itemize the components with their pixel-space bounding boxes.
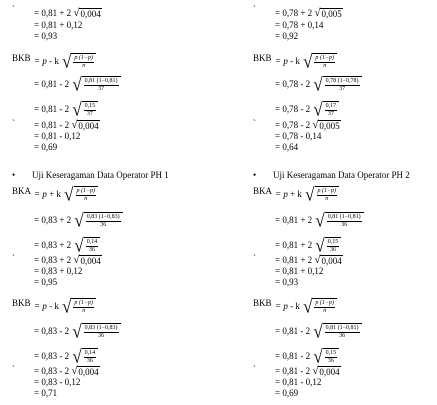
tick-mark: ` [12, 4, 15, 14]
formula-line: = 0,83 + 2 √ $\frac{0,83 (1-0,83)}{36}$ [34, 212, 123, 222]
bkb-label: BKB [12, 298, 31, 308]
formula-line: = 0,81 + 0,12 [275, 266, 324, 276]
sqrt-fraction: √ $\frac{p (1-p)}{n}$ [305, 186, 339, 204]
result-line: = 0,93 [275, 277, 299, 287]
bkb-formula: = p - k √ $\frac{p (1-p)}{n}$ [34, 298, 96, 308]
sqrt-fraction: √ $\frac{0,78 (1-0,78)}{37}$ [313, 76, 361, 94]
left-column [12, 0, 222, 405]
sqrt-fraction: √ $\frac{0,15}{36}$ [313, 348, 339, 366]
bkb-label: BKB [253, 298, 272, 308]
formula-line: = 0,83 + 2 √ 0,004 [34, 254, 101, 267]
formula-line: = 0,81 + 2 √ $\frac{0,81 (1-0,81)}{36}$ [275, 212, 364, 222]
bkb-formula: = p - k √ $\frac{p (1-p)}{n}$ [275, 298, 337, 308]
bkb-formula: = p - k √ $\frac{p (1-p)}{n}$ [275, 53, 337, 63]
section-title: • Uji Keseragaman Data Operator PH 2 [253, 170, 410, 180]
sqrt-fraction: √ $\frac{0,17}{37}$ [313, 101, 339, 119]
bkb-label: BKB [253, 53, 272, 63]
sqrt-fraction: √ $\frac{0,81 (1-0,81)}{37}$ [72, 76, 120, 94]
formula-line: = 0,83 + 0,12 [34, 266, 83, 276]
formula-line: = 0,78 - 2 √ $\frac{0,78 (1-0,78)}{37}$ [275, 76, 362, 86]
sqrt-fraction: √ $\frac{p (1-p)}{n}$ [303, 298, 337, 316]
sqrt-expr: √ 0,004 [71, 365, 99, 378]
sqrt-fraction: √ $\frac{p (1-p)}{n}$ [62, 298, 96, 316]
bka-formula: = p + k √ $\frac{p (1-p)}{n}$ [275, 186, 339, 196]
bka-formula: = p + k √ $\frac{p (1-p)}{n}$ [34, 186, 98, 196]
formula-line: = 0,81 - 2 √ $\frac{0,81 (1-0,81)}{37}$ [34, 76, 121, 86]
tick-mark: ` [253, 4, 256, 14]
sqrt-expr: √ 0,004 [73, 7, 101, 20]
formula-line: = 0,78 + 2 √ 0,005 [275, 7, 342, 20]
tick-mark: ` [253, 118, 256, 128]
formula-line: = 0,78 - 2 √ 0,005 [275, 119, 340, 132]
result-line: = 0,64 [275, 142, 299, 152]
sqrt-fraction: √ $\frac{0,83 (1-0,83)}{36}$ [72, 323, 120, 341]
sqrt-fraction: √ $\frac{0,14}{36}$ [74, 237, 100, 255]
formula-line: = 0,81 + 0,12 [34, 20, 83, 30]
formula-line: = 0,81 - 2 √ 0,004 [275, 365, 340, 378]
result-line: = 0,71 [34, 388, 58, 398]
sqrt-fraction: √ $\frac{0,15}{36}$ [315, 237, 341, 255]
tick-mark: ` [12, 364, 15, 374]
formula-line: = 0,81 - 2 √ $\frac{0,15}{37}$ [34, 101, 98, 111]
formula-line: = 0,81 + 2 √ 0,004 [34, 7, 101, 20]
formula-line: = 0,81 - 0,12 [275, 377, 322, 387]
sqrt-expr: √ 0,005 [314, 7, 342, 20]
sqrt-expr: √ 0,004 [314, 254, 342, 267]
sqrt-fraction: √ $\frac{0,81 (1-0,81)}{36}$ [313, 323, 361, 341]
tick-mark: ` [12, 118, 15, 128]
result-line: = 0,93 [34, 31, 58, 41]
sqrt-fraction: √ $\frac{p (1-p)}{n}$ [303, 53, 337, 71]
formula-line: = 0,81 - 0,12 [34, 131, 81, 141]
formula-line: = 0,81 - 2 √ 0,004 [34, 119, 99, 132]
formula-line: = 0,83 - 2 √ $\frac{0,14}{36}$ [34, 348, 98, 358]
formula-line: = 0,81 + 2 √ $\frac{0,15}{36}$ [275, 237, 341, 247]
formula-line: = 0,81 + 2 √ 0,004 [275, 254, 342, 267]
result-line: = 0,69 [275, 388, 299, 398]
formula-line: = 0,78 - 0,14 [275, 131, 322, 141]
section-title: • Uji Keseragaman Data Operator PH 1 [12, 170, 169, 180]
sqrt-fraction: √ $\frac{0,83 (1-0,83)}{36}$ [74, 212, 122, 230]
bka-label: BKA [253, 186, 273, 196]
result-line: = 0,95 [34, 277, 58, 287]
formula-line: = 0,78 - 2 √ $\frac{0,17}{37}$ [275, 101, 339, 111]
sqrt-expr: √ 0,004 [312, 365, 340, 378]
bka-label: BKA [12, 186, 32, 196]
bkb-label: BKB [12, 53, 31, 63]
result-line: = 0,69 [34, 142, 58, 152]
formula-line: = 0,83 - 0,12 [34, 377, 81, 387]
formula-line: = 0,83 - 2 √ $\frac{0,83 (1-0,83)}{36}$ [34, 323, 121, 333]
tick-mark: ` [12, 253, 15, 263]
sqrt-expr: √ 0,005 [312, 119, 340, 132]
sqrt-fraction: √ $\frac{p (1-p)}{n}$ [62, 53, 96, 71]
right-column [253, 0, 437, 405]
formula-line: = 0,83 + 2 √ $\frac{0,14}{36}$ [34, 237, 100, 247]
sqrt-fraction: √ $\frac{0,81 (1-0,81)}{36}$ [315, 212, 363, 230]
sqrt-expr: √ 0,004 [71, 119, 99, 132]
sqrt-fraction: √ $\frac{p (1-p)}{n}$ [64, 186, 98, 204]
formula-line: = 0,83 - 2 √ 0,004 [34, 365, 99, 378]
sqrt-fraction: √ $\frac{0,14}{36}$ [72, 348, 98, 366]
bkb-formula: = p - k √ $\frac{p (1-p)}{n}$ [34, 53, 96, 63]
formula-line: = 0,81 - 2 √ $\frac{0,81 (1-0,81)}{36}$ [275, 323, 362, 333]
formula-line: = 0,78 + 0,14 [275, 20, 324, 30]
tick-mark: ` [253, 364, 256, 374]
formula-line: = 0,81 - 2 √ $\frac{0,15}{36}$ [275, 348, 339, 358]
sqrt-fraction: √ $\frac{0,15}{37}$ [72, 101, 98, 119]
result-line: = 0,92 [275, 31, 299, 41]
tick-mark: ` [253, 253, 256, 263]
sqrt-expr: √ 0,004 [73, 254, 101, 267]
